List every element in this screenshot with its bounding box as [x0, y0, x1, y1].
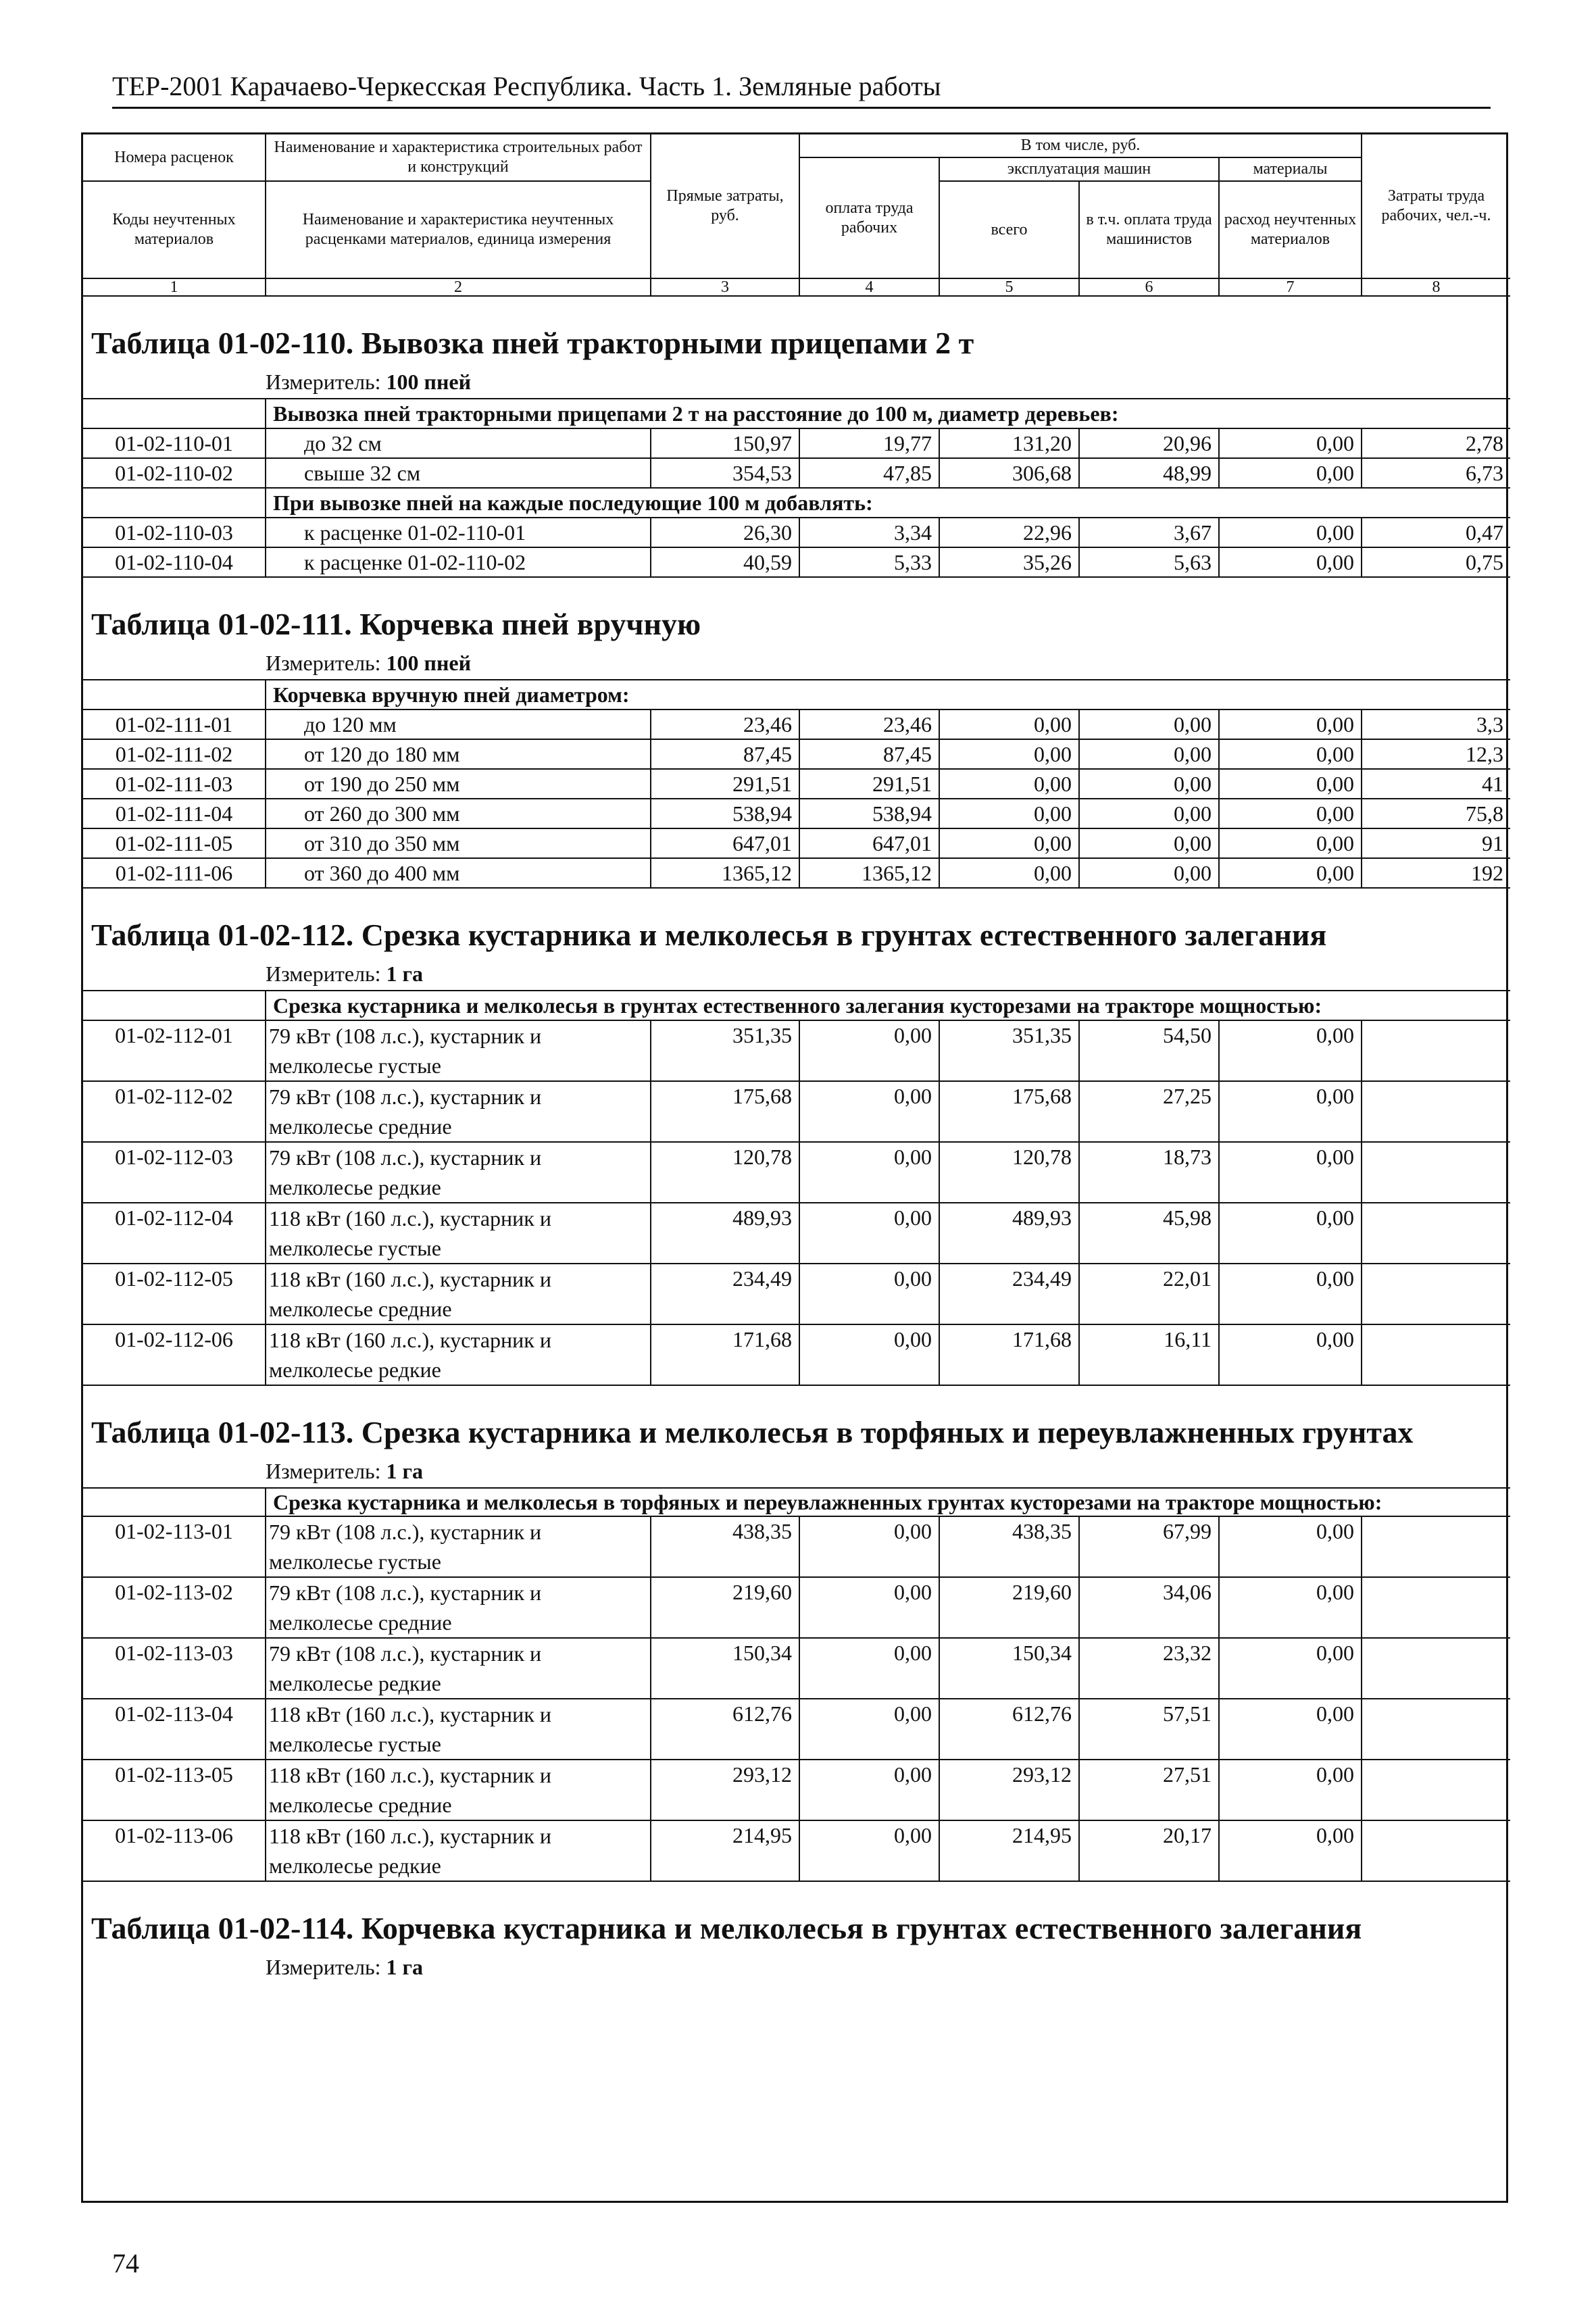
machine-total: 0,00 — [939, 769, 1079, 799]
materials: 0,00 — [1219, 428, 1362, 458]
rate-code: 01-02-112-06 — [83, 1324, 266, 1385]
table-114-title: Таблица 01-02-114. Корчевка кустарника и мелколесья в грунтах естественного залегания — [91, 1911, 1362, 1945]
labor-hours — [1362, 1638, 1510, 1699]
table-row — [83, 858, 1510, 888]
machine-total: 0,00 — [939, 739, 1079, 769]
wages: 647,01 — [799, 828, 939, 858]
operator-wages: 16,11 — [1079, 1324, 1219, 1385]
rate-description: 118 кВт (160 л.с.), кустарник и мелколесье средние — [266, 1264, 651, 1324]
machine-total: 293,12 — [939, 1760, 1079, 1820]
rate-code: 01-02-112-01 — [83, 1020, 266, 1081]
rate-code: 01-02-113-01 — [83, 1516, 266, 1577]
materials: 0,00 — [1219, 1699, 1362, 1760]
rate-description: к расценке 01-02-110-01 — [266, 518, 651, 547]
wages: 3,34 — [799, 518, 939, 547]
rate-description: 79 кВт (108 л.с.), кустарник и мелколесье густые — [266, 1020, 651, 1081]
rate-code: 01-02-110-02 — [83, 458, 266, 488]
direct-costs: 438,35 — [651, 1516, 799, 1577]
header-rule — [112, 107, 1491, 109]
operator-wages: 0,00 — [1079, 799, 1219, 828]
direct-costs: 354,53 — [651, 458, 799, 488]
labor-hours — [1362, 1203, 1510, 1264]
table-114-measure-row — [83, 1953, 1510, 1983]
table-row — [83, 1081, 1510, 1142]
materials: 0,00 — [1219, 1324, 1362, 1385]
running-header: ТЕР-2001 Карачаево-Черкесская Республика. Часть 1. Земляные работы — [112, 71, 941, 101]
table-112-title: Таблица 01-02-112. Срезка кустарника и мелколесья в грунтах естественного залегания — [91, 918, 1327, 952]
machine-total: 438,35 — [939, 1516, 1079, 1577]
labor-hours — [1362, 1699, 1510, 1760]
direct-costs: 214,95 — [651, 1820, 799, 1881]
wages: 0,00 — [799, 1638, 939, 1699]
direct-costs: 234,49 — [651, 1264, 799, 1324]
rate-code: 01-02-113-02 — [83, 1577, 266, 1638]
rate-code: 01-02-112-05 — [83, 1264, 266, 1324]
rate-code: 01-02-111-02 — [83, 739, 266, 769]
section-heading: Срезка кустарника и мелколесья в торфяных и переувлажненных грунтах кусторезами на тракторе мощностью: — [266, 1488, 1510, 1516]
table-row — [83, 739, 1510, 769]
wages: 0,00 — [799, 1203, 939, 1264]
rate-description: от 190 до 250 мм — [266, 769, 651, 799]
machine-total: 0,00 — [939, 799, 1079, 828]
direct-costs: 150,97 — [651, 428, 799, 458]
col-num-8: 8 — [1362, 278, 1510, 296]
table-row — [83, 1760, 1510, 1820]
materials: 0,00 — [1219, 458, 1362, 488]
price-table — [83, 134, 1510, 1983]
rate-description: до 120 мм — [266, 710, 651, 739]
rate-description: 118 кВт (160 л.с.), кустарник и мелколесье густые — [266, 1699, 651, 1760]
price-table-frame — [81, 132, 1508, 2203]
table-112-title-row — [83, 888, 1510, 960]
col-unaccounted-codes: Коды неучтенных материалов — [83, 181, 266, 278]
col-num-4: 4 — [799, 278, 939, 296]
materials: 0,00 — [1219, 1081, 1362, 1142]
table-110-title-row — [83, 296, 1510, 368]
wages: 19,77 — [799, 428, 939, 458]
col-unaccounted-names: Наименование и характеристика неучтенных расценками материалов, единица измерения — [266, 181, 651, 278]
col-work-name: Наименование и характеристика строительных работ и конструкций — [266, 134, 651, 181]
col-including: В том числе, руб. — [799, 134, 1362, 157]
col-num-2: 2 — [266, 278, 651, 296]
col-operator-wages: в т.ч. оплата труда машинистов — [1079, 181, 1219, 278]
materials: 0,00 — [1219, 858, 1362, 888]
table-112-section-1 — [83, 991, 1510, 1020]
materials: 0,00 — [1219, 710, 1362, 739]
col-machine-total: всего — [939, 181, 1079, 278]
direct-costs: 219,60 — [651, 1577, 799, 1638]
labor-hours — [1362, 1081, 1510, 1142]
rate-description: 118 кВт (160 л.с.), кустарник и мелколесье средние — [266, 1760, 651, 1820]
table-110-measure-row — [83, 368, 1510, 399]
materials: 0,00 — [1219, 1142, 1362, 1203]
wages: 0,00 — [799, 1577, 939, 1638]
rate-code: 01-02-110-01 — [83, 428, 266, 458]
direct-costs: 23,46 — [651, 710, 799, 739]
materials: 0,00 — [1219, 547, 1362, 577]
machine-total: 489,93 — [939, 1203, 1079, 1264]
operator-wages: 27,25 — [1079, 1081, 1219, 1142]
direct-costs: 175,68 — [651, 1081, 799, 1142]
rate-code: 01-02-113-05 — [83, 1760, 266, 1820]
wages: 0,00 — [799, 1324, 939, 1385]
rate-description: 118 кВт (160 л.с.), кустарник и мелколесье густые — [266, 1203, 651, 1264]
labor-hours — [1362, 1577, 1510, 1638]
labor-hours: 192 — [1362, 858, 1510, 888]
direct-costs: 538,94 — [651, 799, 799, 828]
rate-description: 79 кВт (108 л.с.), кустарник и мелколесье редкие — [266, 1638, 651, 1699]
wages: 47,85 — [799, 458, 939, 488]
col-num-3: 3 — [651, 278, 799, 296]
table-row — [83, 710, 1510, 739]
direct-costs: 1365,12 — [651, 858, 799, 888]
table-row — [83, 799, 1510, 828]
labor-hours — [1362, 1020, 1510, 1081]
col-rate-numbers: Номера расценок — [83, 134, 266, 181]
labor-hours: 3,3 — [1362, 710, 1510, 739]
operator-wages: 27,51 — [1079, 1760, 1219, 1820]
table-row — [83, 458, 1510, 488]
wages: 0,00 — [799, 1760, 939, 1820]
rate-code: 01-02-111-04 — [83, 799, 266, 828]
rate-description: 79 кВт (108 л.с.), кустарник и мелколесье средние — [266, 1081, 651, 1142]
machine-total: 120,78 — [939, 1142, 1079, 1203]
machine-total: 612,76 — [939, 1699, 1079, 1760]
labor-hours — [1362, 1760, 1510, 1820]
wages: 0,00 — [799, 1142, 939, 1203]
materials: 0,00 — [1219, 739, 1362, 769]
wages: 0,00 — [799, 1516, 939, 1577]
table-113-measure-row — [83, 1458, 1510, 1488]
wages: 291,51 — [799, 769, 939, 799]
machine-total: 214,95 — [939, 1820, 1079, 1881]
machine-total: 175,68 — [939, 1081, 1079, 1142]
table-row — [83, 1324, 1510, 1385]
column-number-row — [83, 278, 1510, 296]
table-113-title-row — [83, 1385, 1510, 1458]
rate-description: от 120 до 180 мм — [266, 739, 651, 769]
operator-wages: 20,17 — [1079, 1820, 1219, 1881]
direct-costs: 351,35 — [651, 1020, 799, 1081]
labor-hours: 41 — [1362, 769, 1510, 799]
table-row — [83, 1699, 1510, 1760]
wages: 0,00 — [799, 1264, 939, 1324]
table-row — [83, 1203, 1510, 1264]
materials: 0,00 — [1219, 1760, 1362, 1820]
operator-wages: 54,50 — [1079, 1020, 1219, 1081]
rate-code: 01-02-113-04 — [83, 1699, 266, 1760]
rate-code: 01-02-110-04 — [83, 547, 266, 577]
machine-total: 131,20 — [939, 428, 1079, 458]
section-heading: Корчевка вручную пней диаметром: — [266, 680, 1510, 710]
table-row — [83, 1142, 1510, 1203]
labor-hours — [1362, 1264, 1510, 1324]
rate-code: 01-02-112-04 — [83, 1203, 266, 1264]
rate-code: 01-02-113-06 — [83, 1820, 266, 1881]
direct-costs: 150,34 — [651, 1638, 799, 1699]
table-row — [83, 1820, 1510, 1881]
rate-description: 118 кВт (160 л.с.), кустарник и мелколесье редкие — [266, 1324, 651, 1385]
table-row — [83, 1577, 1510, 1638]
machine-total: 0,00 — [939, 710, 1079, 739]
materials: 0,00 — [1219, 1020, 1362, 1081]
operator-wages: 20,96 — [1079, 428, 1219, 458]
table-114-measure: Измеритель: 1 га — [266, 1955, 424, 1979]
operator-wages: 0,00 — [1079, 710, 1219, 739]
table-111-measure: Измеритель: 100 пней — [83, 649, 1510, 680]
rate-description: до 32 см — [266, 428, 651, 458]
machine-total: 306,68 — [939, 458, 1079, 488]
table-row — [83, 769, 1510, 799]
rate-code: 01-02-111-01 — [83, 710, 266, 739]
direct-costs: 647,01 — [651, 828, 799, 858]
table-row — [83, 428, 1510, 458]
section-heading: При вывозке пней на каждые последующие 100 м добавлять: — [266, 488, 1510, 518]
materials: 0,00 — [1219, 769, 1362, 799]
table-114-title-row — [83, 1881, 1510, 1953]
labor-hours: 91 — [1362, 828, 1510, 858]
col-machine-operation: эксплуатация машин — [939, 157, 1219, 181]
direct-costs: 87,45 — [651, 739, 799, 769]
operator-wages: 57,51 — [1079, 1699, 1219, 1760]
table-row — [83, 1264, 1510, 1324]
col-labor: Затраты труда рабочих, чел.-ч. — [1362, 134, 1510, 278]
direct-costs: 171,68 — [651, 1324, 799, 1385]
section-heading: Срезка кустарника и мелколесья в грунтах естественного залегания кусторезами на тракторе мощностью: — [266, 991, 1510, 1020]
wages: 87,45 — [799, 739, 939, 769]
rate-code: 01-02-112-02 — [83, 1081, 266, 1142]
rate-code: 01-02-112-03 — [83, 1142, 266, 1203]
operator-wages: 34,06 — [1079, 1577, 1219, 1638]
wages: 0,00 — [799, 1820, 939, 1881]
col-materials: материалы — [1219, 157, 1362, 181]
wages: 1365,12 — [799, 858, 939, 888]
machine-total: 351,35 — [939, 1020, 1079, 1081]
wages: 538,94 — [799, 799, 939, 828]
table-111-section-1 — [83, 680, 1510, 710]
col-num-5: 5 — [939, 278, 1079, 296]
materials: 0,00 — [1219, 1264, 1362, 1324]
wages: 0,00 — [799, 1020, 939, 1081]
materials: 0,00 — [1219, 1638, 1362, 1699]
operator-wages: 23,32 — [1079, 1638, 1219, 1699]
table-111-title-row — [83, 577, 1510, 649]
materials: 0,00 — [1219, 1577, 1362, 1638]
wages: 0,00 — [799, 1081, 939, 1142]
col-num-6: 6 — [1079, 278, 1219, 296]
rate-code: 01-02-111-05 — [83, 828, 266, 858]
rate-description: 79 кВт (108 л.с.), кустарник и мелколесье густые — [266, 1516, 651, 1577]
table-row — [83, 518, 1510, 547]
table-row — [83, 547, 1510, 577]
column-header-row-1 — [83, 134, 1510, 157]
rate-description: к расценке 01-02-110-02 — [266, 547, 651, 577]
wages: 5,33 — [799, 547, 939, 577]
labor-hours: 0,75 — [1362, 547, 1510, 577]
materials: 0,00 — [1219, 518, 1362, 547]
operator-wages: 0,00 — [1079, 828, 1219, 858]
table-110-section-1 — [83, 399, 1510, 428]
rate-code: 01-02-110-03 — [83, 518, 266, 547]
operator-wages: 0,00 — [1079, 858, 1219, 888]
rate-description: свыше 32 см — [266, 458, 651, 488]
labor-hours: 12,3 — [1362, 739, 1510, 769]
col-material-usage: расход неучтенных материалов — [1219, 181, 1362, 278]
wages: 23,46 — [799, 710, 939, 739]
rate-description: от 310 до 350 мм — [266, 828, 651, 858]
operator-wages: 48,99 — [1079, 458, 1219, 488]
operator-wages: 0,00 — [1079, 769, 1219, 799]
machine-total: 0,00 — [939, 858, 1079, 888]
table-113-measure: Измеритель: 1 га — [83, 1458, 1510, 1488]
machine-total: 22,96 — [939, 518, 1079, 547]
rate-code: 01-02-113-03 — [83, 1638, 266, 1699]
table-row — [83, 1020, 1510, 1081]
table-113-section-1 — [83, 1488, 1510, 1516]
table-110-measure: Измеритель: 100 пней — [83, 368, 1510, 399]
labor-hours — [1362, 1142, 1510, 1203]
rate-description: 79 кВт (108 л.с.), кустарник и мелколесье средние — [266, 1577, 651, 1638]
operator-wages: 67,99 — [1079, 1516, 1219, 1577]
labor-hours: 75,8 — [1362, 799, 1510, 828]
operator-wages: 45,98 — [1079, 1203, 1219, 1264]
table-111-title: Таблица 01-02-111. Корчевка пней вручную — [91, 607, 701, 641]
col-direct-costs: Прямые затраты, руб. — [651, 134, 799, 278]
labor-hours: 0,47 — [1362, 518, 1510, 547]
direct-costs: 26,30 — [651, 518, 799, 547]
operator-wages: 22,01 — [1079, 1264, 1219, 1324]
rate-description: 79 кВт (108 л.с.), кустарник и мелколесье редкие — [266, 1142, 651, 1203]
machine-total: 171,68 — [939, 1324, 1079, 1385]
labor-hours: 6,73 — [1362, 458, 1510, 488]
table-row — [83, 828, 1510, 858]
machine-total: 0,00 — [939, 828, 1079, 858]
machine-total: 234,49 — [939, 1264, 1079, 1324]
operator-wages: 3,67 — [1079, 518, 1219, 547]
materials: 0,00 — [1219, 828, 1362, 858]
operator-wages: 18,73 — [1079, 1142, 1219, 1203]
rate-description: от 360 до 400 мм — [266, 858, 651, 888]
materials: 0,00 — [1219, 1203, 1362, 1264]
direct-costs: 489,93 — [651, 1203, 799, 1264]
materials: 0,00 — [1219, 799, 1362, 828]
direct-costs: 291,51 — [651, 769, 799, 799]
labor-hours: 2,78 — [1362, 428, 1510, 458]
table-110-section-2 — [83, 488, 1510, 518]
rate-code: 01-02-111-06 — [83, 858, 266, 888]
col-num-1: 1 — [83, 278, 266, 296]
page-number: 74 — [112, 2248, 139, 2279]
wages: 0,00 — [799, 1699, 939, 1760]
col-wages: оплата труда рабочих — [799, 157, 939, 278]
materials: 0,00 — [1219, 1820, 1362, 1881]
machine-total: 150,34 — [939, 1638, 1079, 1699]
direct-costs: 612,76 — [651, 1699, 799, 1760]
table-110-title: Таблица 01-02-110. Вывозка пней тракторными прицепами 2 т — [91, 326, 974, 360]
direct-costs: 293,12 — [651, 1760, 799, 1820]
rate-description: от 260 до 300 мм — [266, 799, 651, 828]
labor-hours — [1362, 1820, 1510, 1881]
table-row — [83, 1516, 1510, 1577]
table-113-title: Таблица 01-02-113. Срезка кустарника и мелколесья в торфяных и переувлажненных грунтах — [91, 1415, 1414, 1449]
col-num-7: 7 — [1219, 278, 1362, 296]
machine-total: 35,26 — [939, 547, 1079, 577]
rate-code: 01-02-111-03 — [83, 769, 266, 799]
labor-hours — [1362, 1324, 1510, 1385]
table-row — [83, 1638, 1510, 1699]
operator-wages: 5,63 — [1079, 547, 1219, 577]
direct-costs: 120,78 — [651, 1142, 799, 1203]
labor-hours — [1362, 1516, 1510, 1577]
operator-wages: 0,00 — [1079, 739, 1219, 769]
rate-description: 118 кВт (160 л.с.), кустарник и мелколесье редкие — [266, 1820, 651, 1881]
section-heading: Вывозка пней тракторными прицепами 2 т на расстояние до 100 м, диаметр деревьев: — [266, 399, 1510, 428]
table-112-measure-row — [83, 960, 1510, 991]
machine-total: 219,60 — [939, 1577, 1079, 1638]
table-112-measure: Измеритель: 1 га — [83, 960, 1510, 991]
direct-costs: 40,59 — [651, 547, 799, 577]
table-111-measure-row — [83, 649, 1510, 680]
materials: 0,00 — [1219, 1516, 1362, 1577]
